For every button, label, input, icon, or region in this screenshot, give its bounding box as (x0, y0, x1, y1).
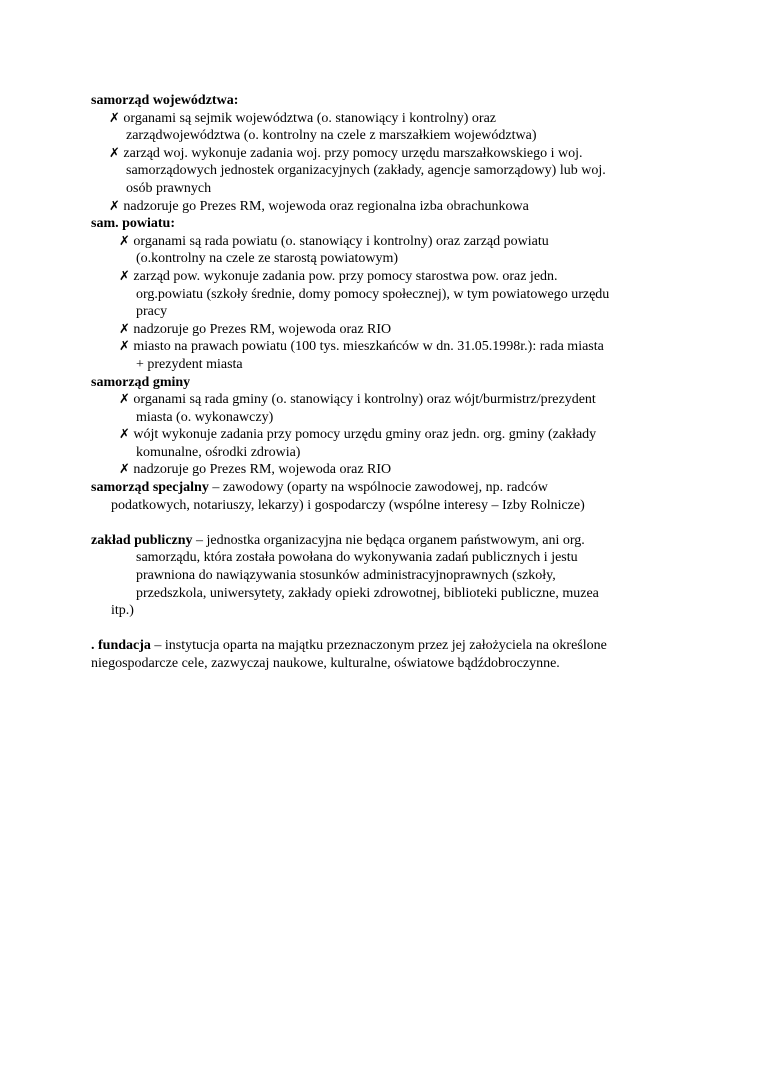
term: . fundacja (91, 638, 151, 654)
paragraph-gap (91, 514, 681, 532)
cross-mark-icon: ✗ (119, 462, 130, 478)
cross-mark-icon: ✗ (119, 427, 130, 443)
definition-continuation: samorządu, która została powołana do wykonywania zadań publicznych i jestu (136, 550, 578, 566)
list-item: ✗ miasto na prawach powiatu (100 tys. mieszkańców w dn. 31.05.1998r.): rada miasta (119, 339, 604, 355)
definition-special: samorząd specjalny – zawodowy (oparty na wspólnocie zawodowej, np. radców (91, 480, 548, 496)
cross-mark-icon: ✗ (109, 110, 120, 126)
cross-mark-icon: ✗ (109, 145, 120, 161)
list-item: ✗ organami są rada gminy (o. stanowiący i kontrolny) oraz wójt/burmistrz/prezydent (119, 392, 596, 408)
section-heading-county: sam. powiatu: (91, 216, 176, 232)
paragraph-gap (91, 620, 681, 638)
list-item-continuation: (o.kontrolny na czele ze starostą powiatowym) (136, 251, 399, 267)
cross-mark-icon: ✗ (119, 392, 130, 408)
list-item-continuation: pracy (136, 304, 168, 320)
cross-mark-icon: ✗ (119, 268, 130, 284)
list-item: ✗ wójt wykonuje zadania przy pomocy urzędu gminy oraz jedn. org. gminy (zakłady (119, 427, 597, 443)
list-item: ✗ zarząd pow. wykonuje zadania pow. przy pomocy starostwa pow. oraz jedn. (119, 268, 558, 284)
cross-mark-icon: ✗ (119, 321, 130, 337)
list-item: ✗ nadzoruje go Prezes RM, wojewoda oraz RIO (119, 462, 392, 478)
list-item: ✗ nadzoruje go Prezes RM, wojewoda oraz RIO (119, 321, 392, 337)
list-item-continuation: komunalne, ośrodki zdrowia) (136, 444, 301, 460)
cross-mark-icon: ✗ (119, 233, 130, 249)
definition-continuation: przedszkola, uniwersytety, zakłady opieki zdrowotnej, biblioteki publiczne, muzea (136, 585, 599, 601)
definition-continuation: prawniona do nawiązywania stosunków administracyjnoprawnych (szkoły, (136, 568, 556, 584)
list-item-continuation: org.powiatu (szkoły średnie, domy pomocy społecznej), w tym powiatowego urzędu (136, 286, 610, 302)
term: zakład publiczny (91, 532, 193, 548)
definition-foundation: . fundacja – instytucja oparta na majątku przeznaczonym przez jej założyciela na określone (91, 638, 607, 654)
list-item: ✗ organami są rada powiatu (o. stanowiący i kontrolny) oraz zarząd powiatu (119, 233, 549, 249)
document-body (91, 92, 681, 673)
list-item: ✗ zarząd woj. wykonuje zadania woj. przy pomocy urzędu marszałkowskiego i woj. (109, 145, 583, 161)
list-item: ✗ organami są sejmik województwa (o. stanowiący i kontrolny) oraz (109, 110, 496, 126)
definition-public-institution: zakład publiczny – jednostka organizacyjna nie będąca organem państwowym, ani org. (91, 532, 585, 548)
list-item-continuation: osób prawnych (126, 180, 212, 196)
term: samorząd specjalny (91, 480, 209, 496)
definition-continuation: niegospodarcze cele, zazwyczaj naukowe, kulturalne, oświatowe bądźdobroczynne. (91, 656, 560, 671)
definition-continuation: itp.) (111, 603, 134, 619)
cross-mark-icon: ✗ (119, 339, 130, 355)
section-heading-commune: samorząd gminy (91, 374, 191, 390)
list-item-continuation: samorządowych jednostek organizacyjnych (zakłady, agencje samorządowy) lub woj. (126, 163, 606, 179)
list-item-continuation: + prezydent miasta (136, 356, 243, 372)
definition-continuation: podatkowych, notariuszy, lekarzy) i gospodarczy (wspólne interesy – Izby Rolnicze) (111, 497, 585, 513)
cross-mark-icon: ✗ (109, 198, 120, 214)
list-item-continuation: zarządwojewództwa (o. kontrolny na czele z marszałkiem województwa) (126, 128, 537, 144)
list-item: ✗ nadzoruje go Prezes RM, wojewoda oraz regionalna izba obrachunkowa (109, 198, 529, 214)
section-heading-voivodeship: samorząd województwa: (91, 93, 239, 108)
list-item-continuation: miasta (o. wykonawczy) (136, 409, 274, 425)
